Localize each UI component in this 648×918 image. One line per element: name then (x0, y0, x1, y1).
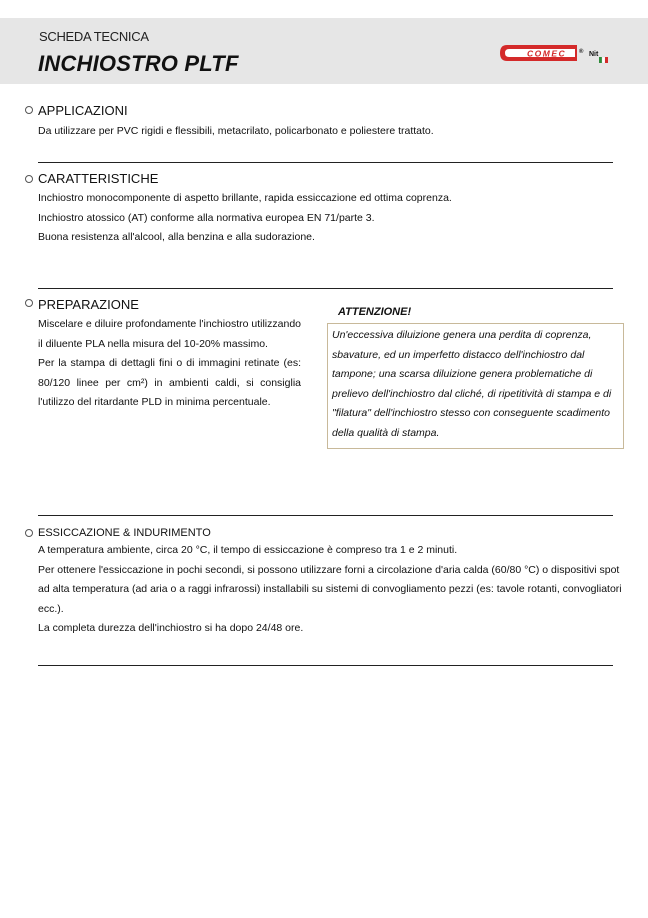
svg-text:Nit: Nit (589, 51, 599, 58)
page-title: INCHIOSTRO PLTF (38, 51, 239, 76)
bullet-icon (25, 299, 33, 307)
section-title-essiccazione: ESSICCAZIONE & INDURIMENTO (38, 527, 211, 539)
doc-type-label: SCHEDA TECNICA (39, 29, 149, 44)
section-divider (38, 162, 613, 163)
bullet-icon (25, 175, 33, 183)
section-divider (38, 515, 613, 516)
preparazione-text: Miscelare e diluire profondamente l'inchiostro utilizzando il diluente PLA nella misura del 10-20% massimo. Per la stampa di dettagli fini o di immagini retinate (es: 80/120 linee per cm²) in ambienti caldi, si consiglia l'utilizzo del ritardante PLD in minima percentuale. (38, 318, 301, 408)
section-divider (38, 665, 613, 666)
caratteristiche-text: Inchiostro monocomponente di aspetto brillante, rapida essiccazione ed ottima coprenza. Inchiostro atossico (AT) conforme alla normativa europea EN 71/parte 3. Buona resistenza all'alcool, alla benzina e alla sudorazione. (38, 192, 452, 243)
bullet-icon (25, 529, 33, 537)
attention-title: ATTENZIONE! (338, 306, 412, 318)
section-title-applicazioni: APPLICAZIONI (38, 103, 128, 118)
attention-text: Un'eccessiva diluizione genera una perdita di coprenza, sbavature, ed un imperfetto distacco dell'inchiostro dal tampone; una scarsa diluizione genera problematiche di prelievo dell'inchiostro dal cliché, di ripetitività di stampa e di "filatura" dell'inchiostro stesso con conseguente scadimento della qualità di stampa. (332, 329, 612, 439)
essiccazione-text: A temperatura ambiente, circa 20 °C, il tempo di essiccazione è compreso tra 1 e 2 minuti. Per ottenere l'essiccazione in pochi secondi, si possono utilizzare forni a circolazione d'aria calda (60/80 °C) o dispositivi spot ad alta temperatura (ad aria o a raggi infrarossi) installabili su sistemi di convogliamento pezzi (es: tavole rotanti, convogliatori ecc.). La completa durezza dell'inchiostro si ha dopo 24/48 ore. (38, 544, 622, 634)
attention-box (327, 323, 624, 449)
applicazioni-text: Da utilizzare per PVC rigidi e flessibili, metacrilato, policarbonato e poliestere trattato. (38, 125, 434, 137)
section-title-preparazione: PREPARAZIONE (38, 297, 139, 312)
svg-text:®: ® (579, 49, 584, 55)
section-divider (38, 288, 613, 289)
comec-logo (499, 40, 615, 66)
bullet-icon (25, 106, 33, 114)
section-title-caratteristiche: CARATTERISTICHE (38, 171, 159, 186)
logo-text: COMEC (527, 48, 567, 59)
